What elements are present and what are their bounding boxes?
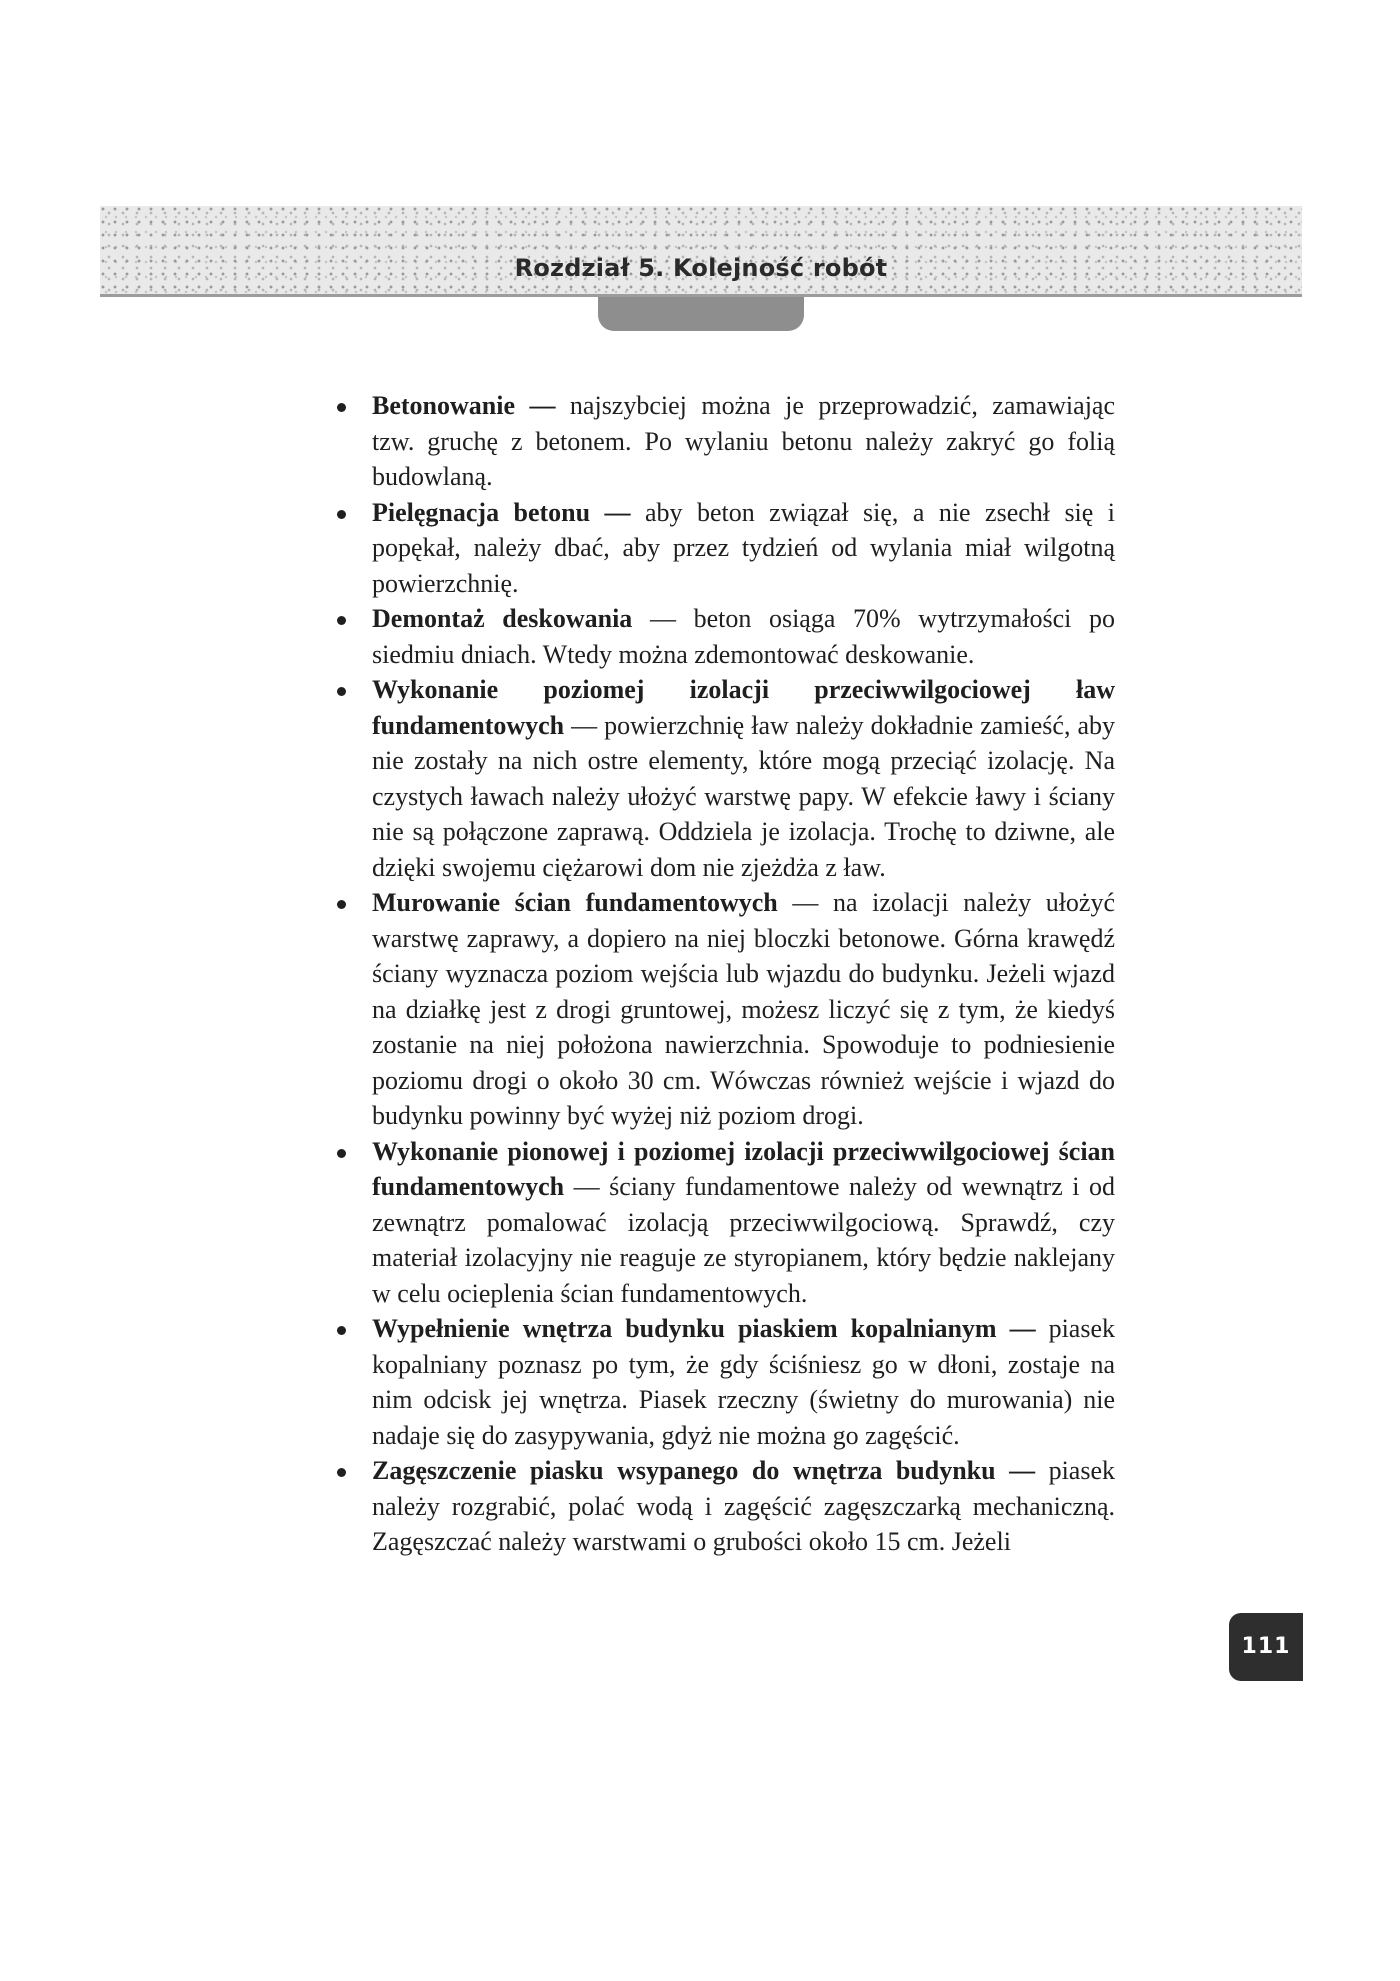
page-number: 111 <box>1229 1613 1303 1681</box>
item-term: Murowanie ścian fundamentowych <box>372 888 778 917</box>
list-item <box>335 495 1115 602</box>
list-item <box>335 1311 1115 1453</box>
bullet-list <box>335 388 1115 1560</box>
item-term: Wykonanie pionowej i poziomej izolacji przeciwwilgociowej ścian fundamentowych <box>372 1136 1115 1201</box>
item-text: piasek należy rozgrabić, polać wodą i zagęścić zagęszczarką mechaniczną. Zagęszczać należy warstwami o grubości około 15 cm. Jeżeli <box>372 1456 1115 1556</box>
list-item <box>335 601 1115 672</box>
item-text: — powierzchnię ław należy dokładnie zamieść, aby nie zostały na nich ostre elementy, które mogą przeciąć izolację. Na czystych ławach należy ułożyć warstwę papy. W efekcie ławy i ściany nie są połączone zaprawą. Oddziela je izolacja. Trochę to dziwne, ale dzięki swojemu ciężarowi dom nie zjeżdża z ław. <box>372 710 1115 882</box>
list-item <box>335 1134 1115 1312</box>
item-term: Zagęszczenie piasku wsypanego do wnętrza budynku — <box>372 1456 1036 1485</box>
item-text: — na izolacji należy ułożyć warstwę zaprawy, a dopiero na niej bloczki betonowe. Górna krawędź ściany wyznacza poziom wejścia lub wjazdu do budynku. Jeżeli wjazd na działkę jest z drogi gruntowej, możesz liczyć się z tym, że kiedyś zostanie na niej położona nawierzchnia. Spowoduje to podniesienie poziomu drogi o około 30 cm. Wówczas również wejście i wjazd do budynku powinny być wyżej niż poziom drogi. <box>372 888 1116 1130</box>
item-term: Wykonanie poziomej izolacji przeciwwilgociowej ław fundamentowych <box>372 675 1115 740</box>
list-item <box>335 1453 1115 1560</box>
item-text: piasek kopalniany poznasz po tym, że gdy ściśniesz go w dłoni, zostaje na nim odcisk jej wnętrza. Piasek rzeczny (świetny do murowania) nie nadaje się do zasypywania, gdyż nie można go zagęścić. <box>372 1314 1116 1450</box>
item-term: Pielęgnacja betonu — <box>372 497 631 527</box>
page-body <box>335 388 1115 1560</box>
item-text: najszybciej można je przeprowadzić, zamawiając tzw. gruchę z betonem. Po wylaniu betonu należy zakryć go folią budowlaną. <box>372 391 1115 491</box>
item-term: Wypełnienie wnętrza budynku piaskiem kopalnianym — <box>372 1314 1036 1343</box>
list-item <box>335 672 1115 885</box>
list-item <box>335 388 1115 495</box>
chapter-title: Rozdział 5. Kolejność robót <box>514 254 888 282</box>
item-term: Demontaż deskowania <box>372 604 633 633</box>
item-text: — ściany fundamentowe należy od wewnątrz i od zewnątrz pomalować izolacją przeciwwilgociową. Sprawdź, czy materiał izolacyjny nie reaguje ze styropianem, który będzie naklejany w celu ocieplenia ścian fundamentowych. <box>372 1172 1115 1308</box>
item-term: Betonowanie — <box>372 391 556 420</box>
item-text: — beton osiąga 70% wytrzymałości po siedmiu dniach. Wtedy można zdemontować deskowanie. <box>372 604 1116 669</box>
list-item <box>335 885 1115 1134</box>
item-text: aby beton związał się, a nie zsechł się i popękał, należy dbać, aby przez tydzień od wylania miał wilgotną powierzchnię. <box>372 497 1115 598</box>
chapter-header-tab <box>598 297 804 331</box>
